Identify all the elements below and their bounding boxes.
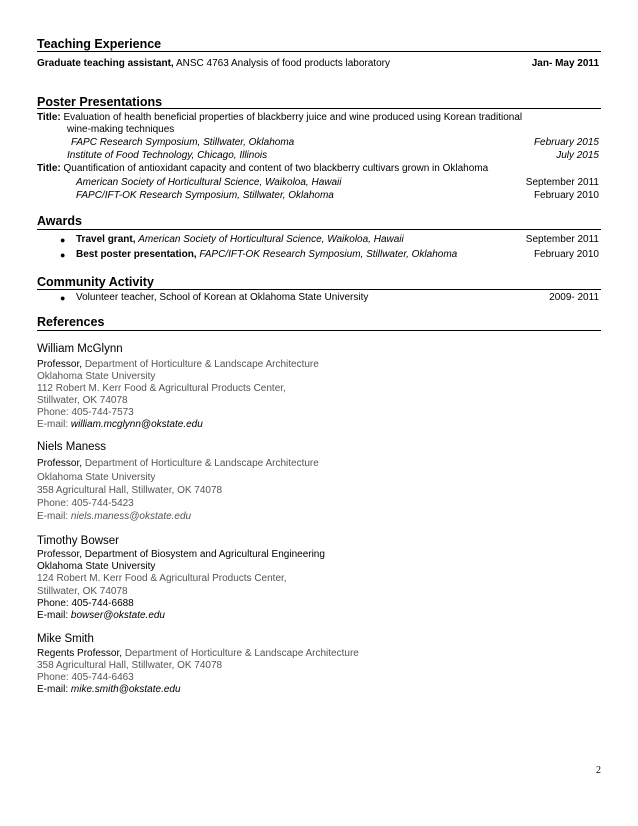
award-2-title: Best poster presentation, [76,249,197,260]
ref-address: Stillwater, OK 74078 [37,395,128,406]
poster-title-1-line2: wine-making techniques [67,124,175,135]
ref-phone: Phone: 405-744-6688 [37,598,134,609]
ref-phone: Phone: 405-744-5423 [37,498,134,509]
ref-email-link[interactable]: niels.maness@okstate.edu [70,511,192,522]
teaching-rule [37,51,601,52]
ref-email-row: E-mail: mike.smith@okstate.edu [37,684,181,695]
poster-venue: American Society of Horticultural Science, Waikoloa, Hawaii [76,177,342,188]
community-date: 2009- 2011 [549,292,599,303]
ref-address: Stillwater, OK 74078 [37,586,128,597]
ref-org: Oklahoma State University [37,472,156,483]
ref-address: 358 Agricultural Hall, Stillwater, OK 74078 [37,660,223,671]
ref-email-link[interactable]: bowser@okstate.edu [70,610,165,621]
ref-org: Oklahoma State University [37,371,156,382]
poster-title-2-line1: Quantification of antioxidant capacity and content of two blackberry cultivars grown in Oklahoma [63,163,489,174]
teaching-role: Graduate teaching assistant, [37,58,174,69]
awards-heading: Awards [37,214,82,228]
ref-name: Timothy Bowser [37,535,120,547]
award-1-date: September 2011 [525,234,599,245]
references-heading: References [37,315,105,329]
ref-title: Regents Professor, Department of Horticulture & Landscape Architecture [37,648,359,659]
ref-phone: Phone: 405-744-6463 [37,672,134,683]
teaching-date: Jan- May 2011 [531,58,599,69]
ref-email-link[interactable]: william.mcglynn@okstate.edu [70,419,203,430]
ref-email-row: E-mail: niels.maness@okstate.edu [37,511,192,522]
references-rule [37,330,601,331]
page-number: 2 [596,765,601,776]
poster-rule [37,108,601,109]
award-2 [76,249,457,260]
ref-name: Mike Smith [37,633,94,645]
bullet-icon: ● [60,250,66,260]
ref-org: Oklahoma State University [37,561,156,572]
ref-phone: Phone: 405-744-7573 [37,407,134,418]
ref-address: 358 Agricultural Hall, Stillwater, OK 74078 [37,485,223,496]
poster-date: July 2015 [556,150,599,161]
poster-title-1-line1: Evaluation of health beneficial properties of blackberry juice and wine produced using Korean traditional [63,112,523,123]
ref-address: 124 Robert M. Kerr Food & Agricultural Products Center, [37,573,287,584]
award-1-title: Travel grant, [76,234,136,245]
teaching-course: ANSC 4763 Analysis of food products laboratory [175,58,390,69]
ref-title: Professor, Department of Biosystem and Agricultural Engineering [37,549,325,560]
poster-title-1 [37,112,522,123]
teaching-entry [37,58,390,69]
community-heading: Community Activity [37,275,154,289]
poster-title-label: Title: [37,112,61,123]
poster-heading: Poster Presentations [37,95,163,109]
ref-email-row: E-mail: william.mcglynn@okstate.edu [37,419,203,430]
ref-address: 112 Robert M. Kerr Food & Agricultural Products Center, [37,383,286,394]
ref-name: William McGlynn [37,343,123,355]
awards-rule [37,229,601,230]
ref-email-row: E-mail: bowser@okstate.edu [37,610,165,621]
poster-title-2 [37,163,488,174]
poster-date: February 2010 [533,190,599,201]
poster-date: February 2015 [533,137,599,148]
award-2-detail: FAPC/IFT-OK Research Symposium, Stillwater, Oklahoma [199,249,458,260]
community-rule [37,289,601,290]
ref-email-link[interactable]: mike.smith@okstate.edu [70,684,181,695]
poster-venue: FAPC/IFT-OK Research Symposium, Stillwater, Oklahoma [76,190,334,201]
poster-title-label: Title: [37,163,61,174]
community-item: Volunteer teacher, School of Korean at Oklahoma State University [76,292,369,303]
poster-venue: Institute of Food Technology, Chicago, Illinois [67,150,268,161]
poster-date: September 2011 [525,177,599,188]
teaching-heading: Teaching Experience [37,37,162,51]
ref-title: Professor, Department of Horticulture & Landscape Architecture [37,458,319,469]
award-1-detail: American Society of Horticultural Science, Waikoloa, Hawaii [138,234,404,245]
ref-name: Niels Maness [37,441,107,453]
bullet-icon: ● [60,293,66,303]
poster-venue: FAPC Research Symposium, Stillwater, Oklahoma [71,137,295,148]
award-1 [76,234,404,245]
bullet-icon: ● [60,235,66,245]
ref-title: Professor, Department of Horticulture & Landscape Architecture [37,359,319,370]
award-2-date: February 2010 [533,249,599,260]
